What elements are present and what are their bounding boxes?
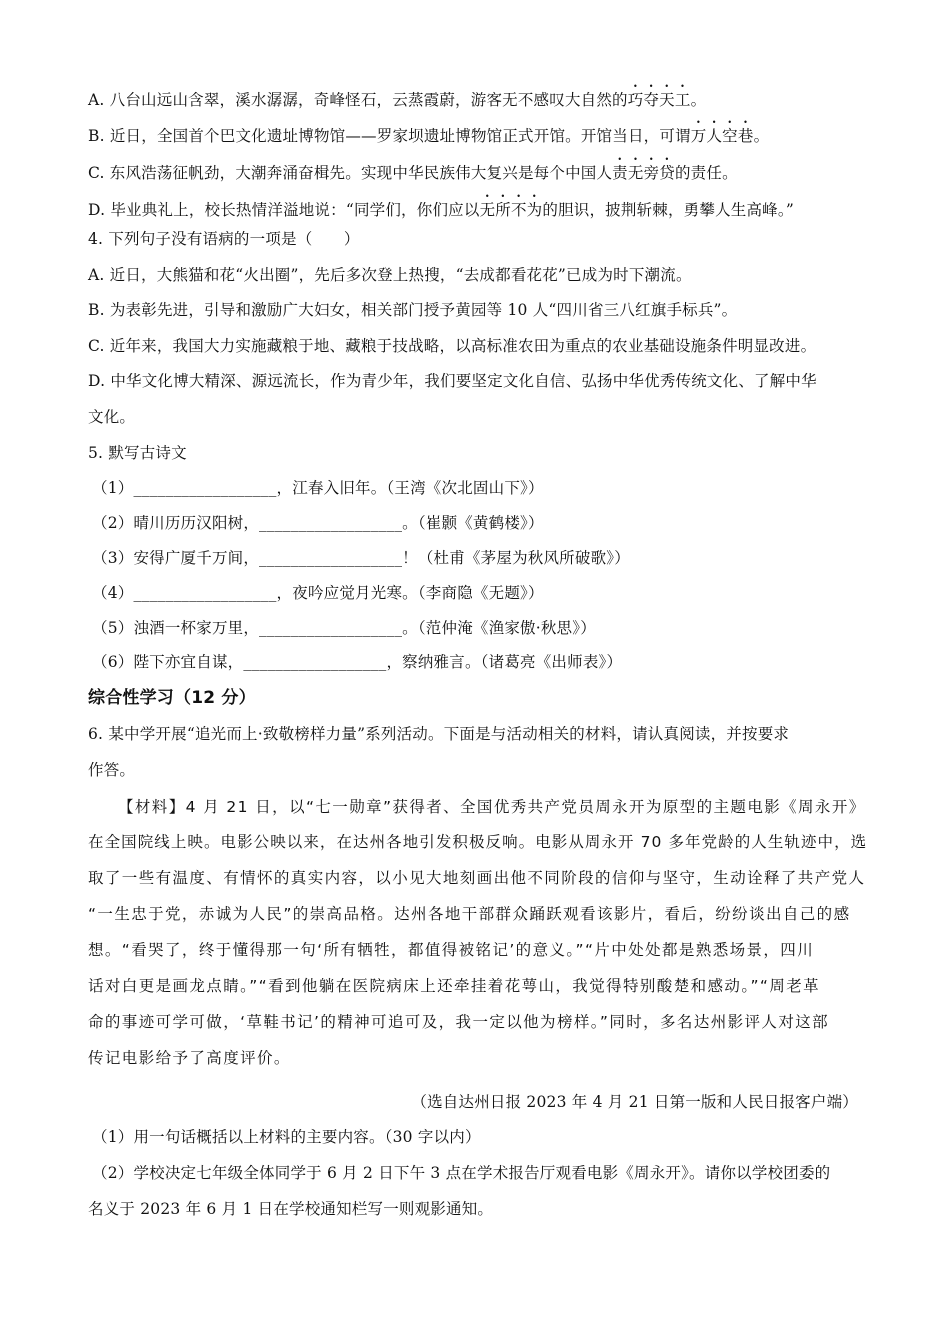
q5-item: （4）__________________，夜吟应觉月光寒。（李商隐《无题》） — [92, 584, 544, 602]
q3-option-b — [88, 118, 769, 146]
q3-option-b-end: 。 — [753, 127, 770, 145]
material-line: “一生忠于党，赤诚为人民”的崇高品格。达州各地干部群众踊跃观看该影片，看后，纷纷谈出自己的感 — [88, 905, 851, 923]
q4-option-d: D. 中华文化博大精深、源远流长，作为青少年，我们要坚定文化自信、弘扬中华优秀传统文化、了解中华 — [88, 372, 817, 390]
q5-item: （6）陛下亦宜自谋，__________________，察纳雅言。（诸葛亮《出师表》） — [92, 653, 623, 671]
q3-option-c-end: 的责任。 — [674, 164, 738, 182]
q3-option-a-end: 。 — [690, 91, 707, 109]
q3-option-d — [88, 192, 794, 220]
q3-option-b-text: B. 近日，全国首个巴文化遗址博物馆——罗家坝遗址博物馆正式开馆。开馆当日，可谓 — [88, 127, 691, 145]
q6-sub2: （2）学校决定七年级全体同学于 6 月 2 日下午 3 点在学术报告厅观看电影《周永开》。请你以学校团委的 — [92, 1164, 831, 1182]
q4-stem: 4. 下列句子没有语病的一项是（ ） — [88, 230, 360, 248]
q3-option-c — [88, 155, 738, 183]
q4-option-a: A. 近日，大熊猫和花“火出圈”，先后多次登上热搜，“去成都看花花”已成为时下潮流。 — [88, 266, 692, 284]
material-line: 在全国院线上映。电影公映以来，在达州各地引发积极反响。电影从周永开 70 多年党龄的人生轨迹中，选 — [88, 833, 868, 851]
material-line: 命的事迹可学可做，‘草鞋书记’的精神可追可及，我一定以他为榜样。”同时，多名达州影评人对这部 — [88, 1013, 830, 1031]
q3-option-a — [88, 82, 706, 110]
q4-option-c: C. 近年来，我国大力实施藏粮于地、藏粮于技战略，以高标准农田为重点的农业基础设施条件明显改进。 — [88, 337, 817, 355]
section-heading: 综合性学习（12 分） — [88, 688, 256, 708]
q6-stem-cont: 作答。 — [88, 761, 136, 779]
q5-stem: 5. 默写古诗文 — [88, 444, 187, 462]
q5-item: （2）晴川历历汉阳树，__________________。（崔颢《黄鹤楼》） — [92, 514, 544, 532]
q4-option-d-cont: 文化。 — [88, 408, 136, 426]
material-line: 话对白更是画龙点睛。”“看到他躺在医院病床上还牵挂着花萼山，我觉得特别酸楚和感动。”“周老革 — [88, 977, 821, 995]
material-line: 【材料】4 月 21 日，以“七一勋章”获得者、全国优秀共产党员周永开为原型的主题电影《周永开》 — [118, 798, 866, 816]
q5-item: （3）安得广厦千万间，__________________！（杜甫《茅屋为秋风所破歌》） — [92, 549, 630, 567]
q4-option-b: B. 为表彰先进，引导和激励广大妇女，相关部门授予黄园等 10 人“四川省三八红旗手标兵”。 — [88, 301, 738, 319]
q3-option-a-text: A. 八台山远山含翠，溪水潺潺，奇峰怪石，云蒸霞蔚，游客无不感叹大自然的 — [88, 91, 628, 109]
material-line: 取了一些有温度、有情怀的真实内容，以小见大地刻画出他不同阶段的信仰与坚守，生动诠释了共产党人 — [88, 869, 866, 887]
q3-option-c-text: C. 东风浩荡征帆劲，大潮奔涌奋楫先。实现中华民族伟大复兴是每个中国人 — [88, 164, 613, 182]
q3-option-b-dotted-idiom: 万人空巷 — [690, 127, 754, 145]
q6-sub1: （1）用一句话概括以上材料的主要内容。（30 字以内） — [92, 1128, 481, 1146]
q3-option-a-dotted-idiom: 巧夺天工 — [627, 91, 691, 109]
q6-sub2-cont: 名义于 2023 年 6 月 1 日在学校通知栏写一则观影通知。 — [88, 1200, 494, 1218]
q6-stem: 6. 某中学开展“追光而上·致敬榜样力量”系列活动。下面是与活动相关的材料，请认真阅读，并按要求 — [88, 725, 790, 743]
q3-option-c-dotted-idiom: 责无旁贷 — [612, 164, 675, 182]
material-line: 想。“看哭了，终于懂得那一句‘所有牺牲，都值得被铭记’的意义。”“片中处处都是熟悉场景，四川 — [88, 941, 815, 959]
material-line: 传记电影给予了高度评价。 — [88, 1049, 291, 1067]
material-source: （选自达州日报 2023 年 4 月 21 日第一版和人民日报客户端） — [411, 1093, 858, 1111]
q5-item: （1）__________________，江春入旧年。（王湾《次北固山下》） — [92, 479, 544, 497]
q3-option-d-text: D. 毕业典礼上，校长热情洋溢地说：“同学们，你们应以 — [88, 201, 480, 219]
q5-item: （5）浊酒一杯家万里，__________________。（范仲淹《渔家傲·秋思》） — [92, 619, 596, 637]
q3-option-d-dotted-idiom: 无所不为 — [479, 201, 543, 219]
q3-option-d-end: 的胆识，披荆斩棘，勇攀人生高峰。” — [542, 201, 794, 219]
